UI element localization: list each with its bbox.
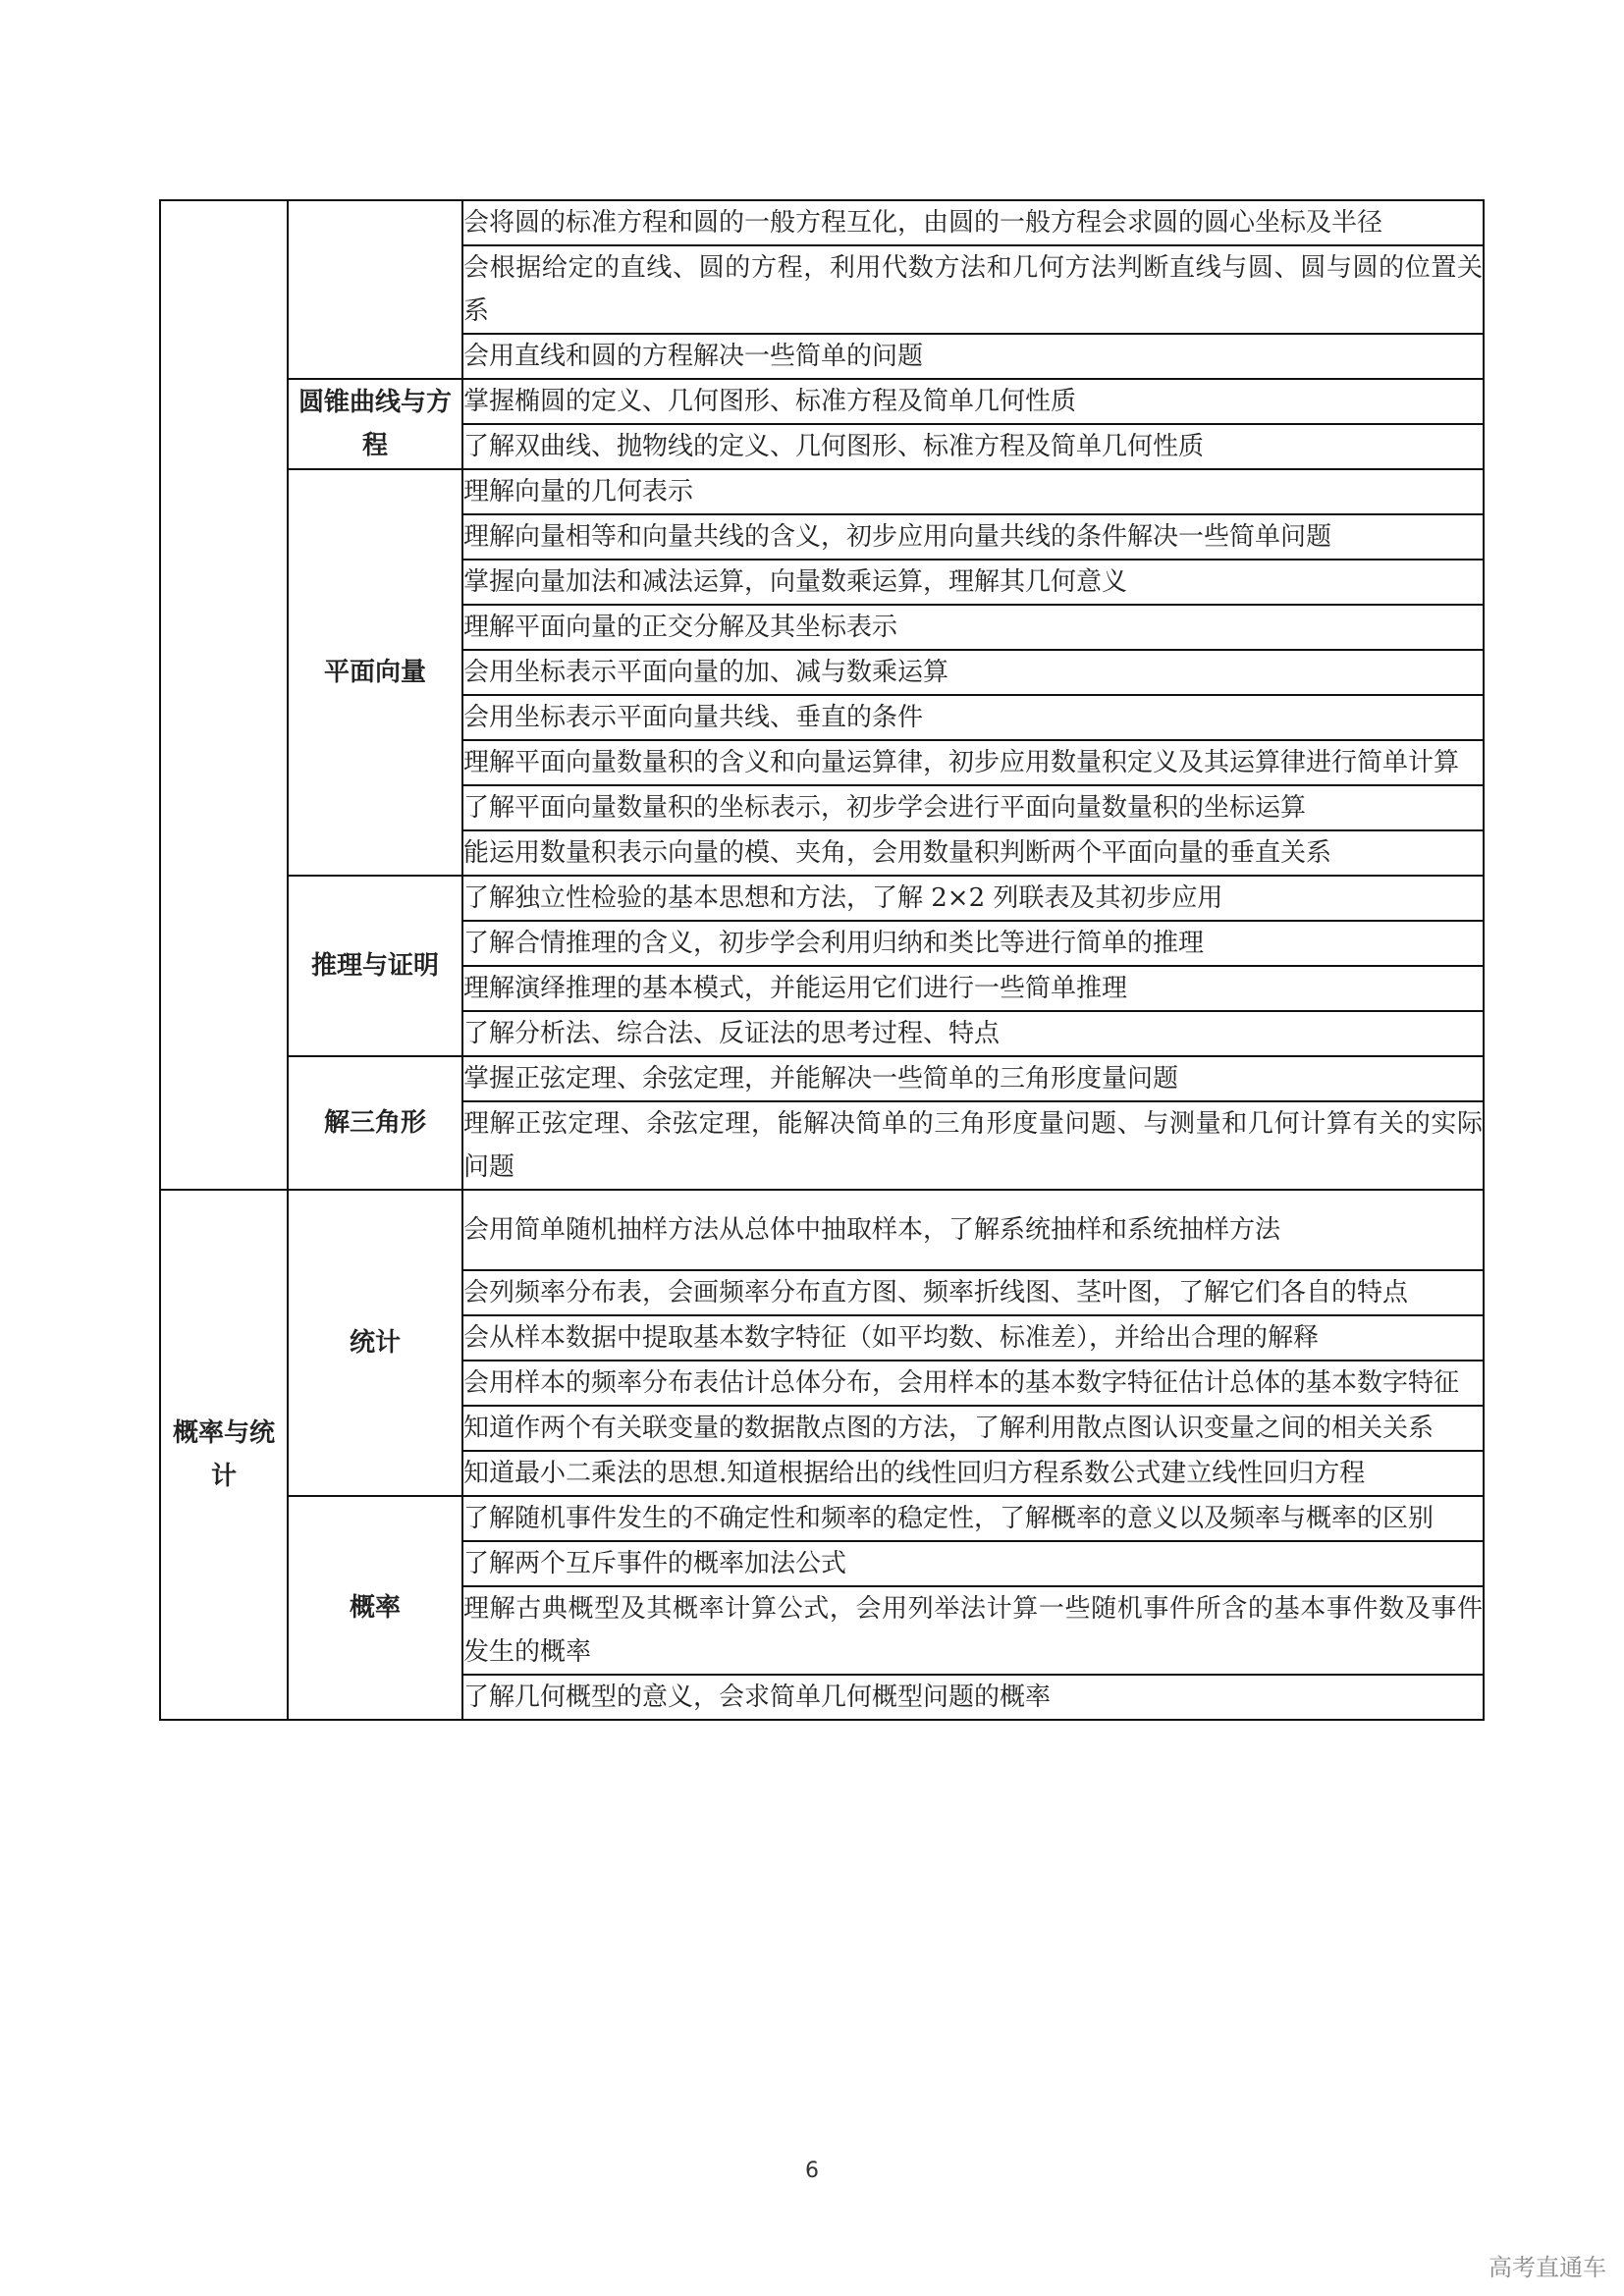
requirement-cell: 理解向量相等和向量共线的含义，初步应用向量共线的条件解决一些简单问题 [462, 514, 1484, 560]
topic-cell-continued [288, 200, 462, 379]
requirement-cell: 了解随机事件发生的不确定性和频率的稳定性，了解概率的意义以及频率与概率的区别 [462, 1496, 1484, 1541]
requirement-cell: 理解平面向量数量积的含义和向量运算律，初步应用数量积定义及其运算律进行简单计算 [462, 740, 1484, 785]
requirement-cell: 掌握椭圆的定义、几何图形、标准方程及简单几何性质 [462, 379, 1484, 424]
category-cell-continued [160, 200, 288, 1190]
requirement-cell: 知道最小二乘法的思想.知道根据给出的线性回归方程系数公式建立线性回归方程 [462, 1451, 1484, 1496]
requirement-cell: 理解正弦定理、余弦定理，能解决简单的三角形度量问题、与测量和几何计算有关的实际问题 [462, 1101, 1484, 1190]
requirement-cell: 会用直线和圆的方程解决一些简单的问题 [462, 334, 1484, 379]
requirement-cell: 掌握正弦定理、余弦定理，并能解决一些简单的三角形度量问题 [462, 1056, 1484, 1101]
topic-reasoning-proof: 推理与证明 [288, 876, 462, 1056]
topic-solving-triangles: 解三角形 [288, 1056, 462, 1190]
requirement-cell: 会用坐标表示平面向量共线、垂直的条件 [462, 695, 1484, 740]
requirement-cell: 了解平面向量数量积的坐标表示，初步学会进行平面向量数量积的坐标运算 [462, 785, 1484, 830]
requirement-cell: 会将圆的标准方程和圆的一般方程互化，由圆的一般方程会求圆的圆心坐标及半径 [462, 200, 1484, 245]
requirement-cell: 了解双曲线、抛物线的定义、几何图形、标准方程及简单几何性质 [462, 424, 1484, 469]
requirement-cell: 理解向量的几何表示 [462, 469, 1484, 514]
topic-probability: 概率 [288, 1496, 462, 1720]
requirement-cell: 能运用数量积表示向量的模、夹角，会用数量积判断两个平面向量的垂直关系 [462, 830, 1484, 876]
requirement-cell: 理解演绎推理的基本模式，并能运用它们进行一些简单推理 [462, 966, 1484, 1011]
requirement-cell: 理解古典概型及其概率计算公式，会用列举法计算一些随机事件所含的基本事件数及事件发生的概率 [462, 1586, 1484, 1675]
requirement-cell: 理解平面向量的正交分解及其坐标表示 [462, 605, 1484, 650]
requirement-cell: 会用坐标表示平面向量的加、减与数乘运算 [462, 650, 1484, 695]
page-number: 6 [805, 2159, 819, 2183]
requirement-cell: 了解几何概型的意义，会求简单几何概型问题的概率 [462, 1675, 1484, 1720]
requirement-cell: 了解独立性检验的基本思想和方法，了解 2×2 列联表及其初步应用 [462, 876, 1484, 921]
requirement-cell: 会根据给定的直线、圆的方程，利用代数方法和几何方法判断直线与圆、圆与圆的位置关系 [462, 245, 1484, 334]
requirement-cell: 掌握向量加法和减法运算，向量数乘运算，理解其几何意义 [462, 560, 1484, 605]
syllabus-table [159, 199, 1485, 1721]
requirement-cell: 会用简单随机抽样方法从总体中抽取样本，了解系统抽样和系统抽样方法 [462, 1190, 1484, 1270]
requirement-cell: 了解两个互斥事件的概率加法公式 [462, 1541, 1484, 1586]
topic-statistics: 统计 [288, 1190, 462, 1496]
topic-plane-vectors: 平面向量 [288, 469, 462, 876]
requirement-cell: 了解合情推理的含义，初步学会利用归纳和类比等进行简单的推理 [462, 921, 1484, 966]
requirement-cell: 了解分析法、综合法、反证法的思考过程、特点 [462, 1011, 1484, 1056]
topic-conic-sections: 圆锥曲线与方程 [288, 379, 462, 469]
requirement-cell: 会用样本的频率分布表估计总体分布，会用样本的基本数字特征估计总体的基本数字特征 [462, 1361, 1484, 1406]
requirement-cell: 会列频率分布表，会画频率分布直方图、频率折线图、茎叶图，了解它们各自的特点 [462, 1270, 1484, 1315]
category-probability-statistics: 概率与统计 [160, 1190, 288, 1720]
watermark: 高考直通车 [1489, 2254, 1606, 2281]
requirement-cell: 会从样本数据中提取基本数字特征（如平均数、标准差），并给出合理的解释 [462, 1315, 1484, 1361]
requirement-cell: 知道作两个有关联变量的数据散点图的方法，了解利用散点图认识变量之间的相关关系 [462, 1406, 1484, 1451]
